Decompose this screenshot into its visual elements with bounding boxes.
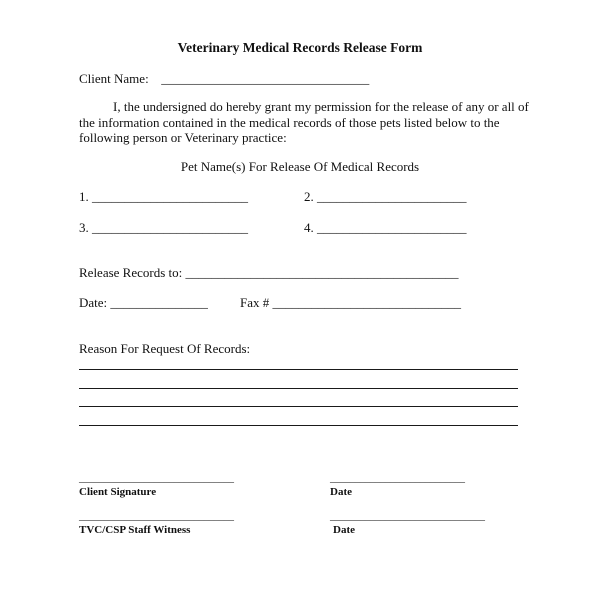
signature-date-field[interactable]: ___________________________: [330, 473, 465, 484]
reason-line-3[interactable]: [79, 406, 518, 407]
fax-field[interactable]: _____________________________: [272, 295, 461, 310]
witness-field[interactable]: _______________________________: [79, 511, 234, 522]
client-signature-label: Client Signature: [79, 486, 157, 498]
witness-date-field[interactable]: _______________________________: [330, 511, 485, 522]
client-name-label: Client Name:: [79, 71, 149, 86]
pet-field-3[interactable]: [79, 220, 248, 236]
fax-row: [240, 295, 461, 311]
reason-line-4[interactable]: [79, 425, 518, 426]
release-to-field[interactable]: __________________________________________: [185, 265, 459, 280]
pet-4-number: 4.: [304, 220, 314, 235]
client-name-row: [79, 71, 369, 87]
client-name-field[interactable]: ________________________________: [161, 71, 370, 86]
consent-paragraph: [79, 99, 539, 146]
reason-line-1[interactable]: [79, 369, 518, 370]
witness-date-label: Date: [333, 524, 355, 536]
form-title: Veterinary Medical Records Release Form: [177, 40, 423, 55]
reason-label: Reason For Request Of Records:: [79, 341, 251, 356]
pet-2-blank[interactable]: _______________________: [317, 189, 467, 204]
pet-field-1[interactable]: [79, 189, 248, 205]
pet-field-2[interactable]: [304, 189, 467, 205]
pet-field-4[interactable]: [304, 220, 467, 236]
release-to-label: Release Records to:: [79, 265, 183, 280]
pets-heading: Pet Name(s) For Release Of Medical Records: [180, 159, 420, 174]
consent-line-1: I, the undersigned do hereby grant my permission for the release of any or: [113, 99, 499, 114]
witness-label: TVC/CSP Staff Witness: [79, 524, 191, 536]
pet-1-number: 1.: [79, 189, 89, 204]
reason-line-2[interactable]: [79, 388, 518, 389]
pet-2-number: 2.: [304, 189, 314, 204]
date-label: Date:: [79, 295, 108, 310]
signature-date-label: Date: [330, 486, 352, 498]
pet-3-number: 3.: [79, 220, 89, 235]
client-signature-field[interactable]: _______________________________: [79, 473, 234, 484]
date-field[interactable]: _______________: [110, 295, 208, 310]
fax-label: Fax #: [240, 295, 270, 310]
pet-4-blank[interactable]: _______________________: [317, 220, 467, 235]
consent-rest: all of the information contained in the medical records of those pets listed below to the following person or Veterinary practice:: [79, 99, 529, 145]
pet-1-blank[interactable]: ________________________: [92, 189, 248, 204]
release-to-row: [79, 265, 459, 281]
pet-3-blank[interactable]: ________________________: [92, 220, 248, 235]
date-row: [79, 295, 208, 311]
